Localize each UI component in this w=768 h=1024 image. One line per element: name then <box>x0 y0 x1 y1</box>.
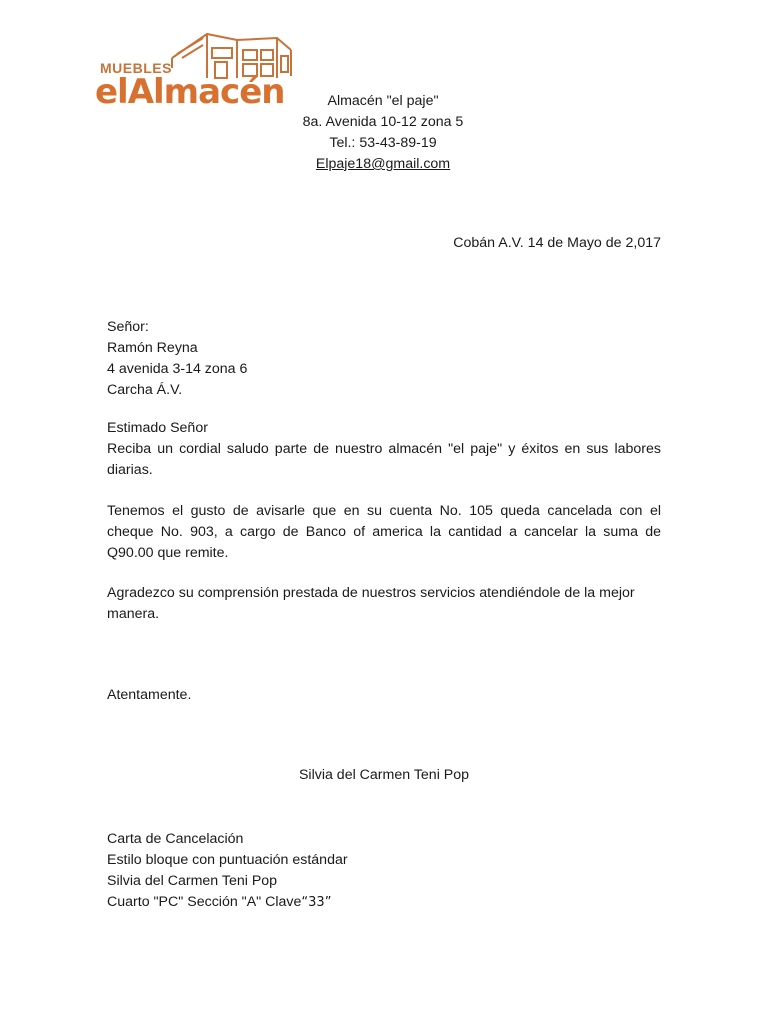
footer-line-4 <box>107 892 661 913</box>
logo-wordmark: elAlmacén <box>95 72 285 112</box>
logo-tagline: MUEBLES <box>100 60 172 76</box>
paragraph-1: Reciba un cordial saludo parte de nuestro almacén "el paje" y éxitos en sus labores diarias. <box>107 441 661 478</box>
company-email-link[interactable]: Elpaje18@gmail.com <box>315 156 451 172</box>
greeting-block <box>107 418 661 481</box>
footer-line-3: Silvia del Carmen Teni Pop <box>107 873 278 889</box>
paragraph-2: Tenemos el gusto de avisarle que en su cuenta No. 105 queda cancelada con el cheque No. 903, a cargo de Banco of america la cantidad a cancelar la suma de Q90.00 que remite. <box>107 503 661 561</box>
date-line: Cobán A.V. 14 de Mayo de 2,017 <box>453 235 661 251</box>
letterhead <box>270 91 496 175</box>
company-logo <box>95 28 295 120</box>
footer-notes <box>107 829 661 913</box>
recipient-title: Señor: <box>107 319 149 335</box>
recipient-block <box>107 317 661 401</box>
footer-line-4-text: Cuarto "PC" Sección "A" Clave <box>107 894 302 910</box>
footer-line-1: Carta de Cancelación <box>107 831 244 847</box>
footer-line-2: Estilo bloque con puntuación estándar <box>107 852 348 868</box>
closing: Atentamente. <box>107 687 192 703</box>
recipient-address: 4 avenida 3-14 zona 6 <box>107 361 248 377</box>
paragraph-3: Agradezco su comprensión prestada de nuestros servicios atendiéndole de la mejor manera. <box>107 585 635 622</box>
greeting: Estimado Señor <box>107 420 208 436</box>
signature-name: Silvia del Carmen Teni Pop <box>298 767 470 783</box>
company-phone: Tel.: 53-43-89-19 <box>329 135 437 151</box>
recipient-name: Ramón Reyna <box>107 340 198 356</box>
footer-line-4-code: “33” <box>301 895 332 910</box>
recipient-city: Carcha Á.V. <box>107 382 183 398</box>
company-address: 8a. Avenida 10-12 zona 5 <box>302 114 464 130</box>
company-name: Almacén "el paje" <box>327 93 439 109</box>
